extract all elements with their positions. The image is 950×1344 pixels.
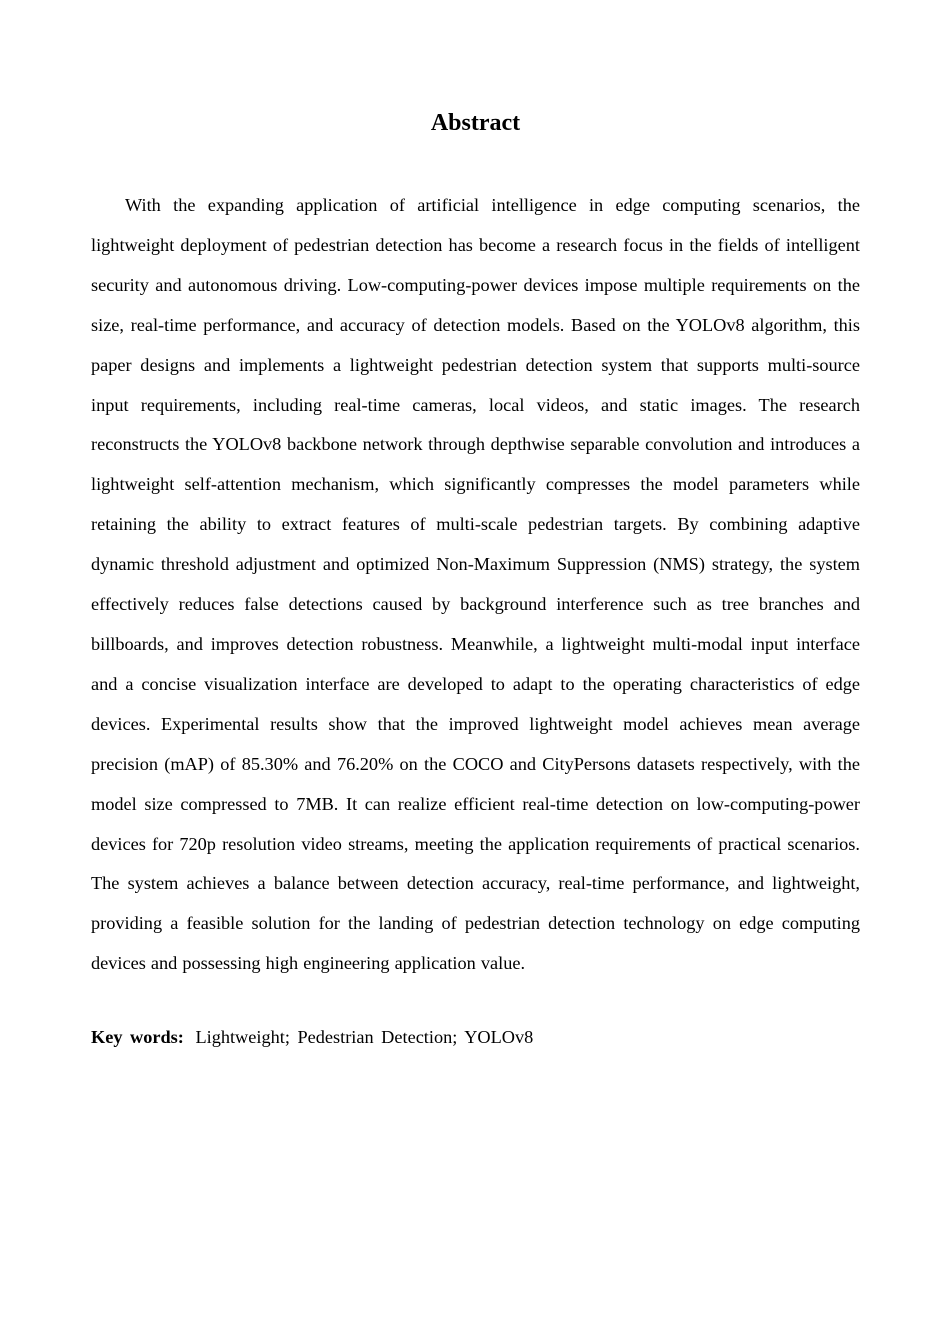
abstract-title: Abstract bbox=[430, 110, 521, 136]
keywords-label: Key words: bbox=[91, 1027, 184, 1048]
keywords-text: Lightweight; Pedestrian Detection; YOLOv8 bbox=[195, 1027, 534, 1048]
keywords-line bbox=[91, 1018, 860, 1058]
abstract-body: With the expanding application of artificial intelligence in edge computing scenarios, the lightweight deployment of pedestrian detection has become a research focus in the fields of intelligent security and autonomous driving. Low-computing-power devices impose multiple requirements on the size, real-time performance, and accuracy of detection models. Based on the YOLOv8 algorithm, this paper designs and implements a lightweight pedestrian detection system that supports multi-source input requirements, including real-time cameras, local videos, and static images. The research reconstructs the YOLOv8 backbone network through depthwise separable convolution and introduces a lightweight self-attention mechanism, which significantly compresses the model parameters while retaining the ability to extract features of multi-scale pedestrian targets. By combining adaptive dynamic threshold adjustment and optimized Non-Maximum Suppression (NMS) strategy, the system effectively reduces false detections caused by background interference such as tree branches and billboards, and improves detection robustness. Meanwhile, a lightweight multi-modal input interface and a concise visualization interface are developed to adapt to the operating characteristics of edge devices. Experimental results show that the improved lightweight model achieves mean average precision (mAP) of 85.30% and 76.20% on the COCO and CityPersons datasets respectively, with the model size compressed to 7MB. It can realize efficient real-time detection on low-computing-power devices for 720p resolution video streams, meeting the application requirements of practical scenarios. The system achieves a balance between detection accuracy, real-time performance, and lightweight, providing a feasible solution for the landing of pedestrian detection technology on edge computing devices and possessing high engineering application value. bbox=[91, 195, 860, 974]
